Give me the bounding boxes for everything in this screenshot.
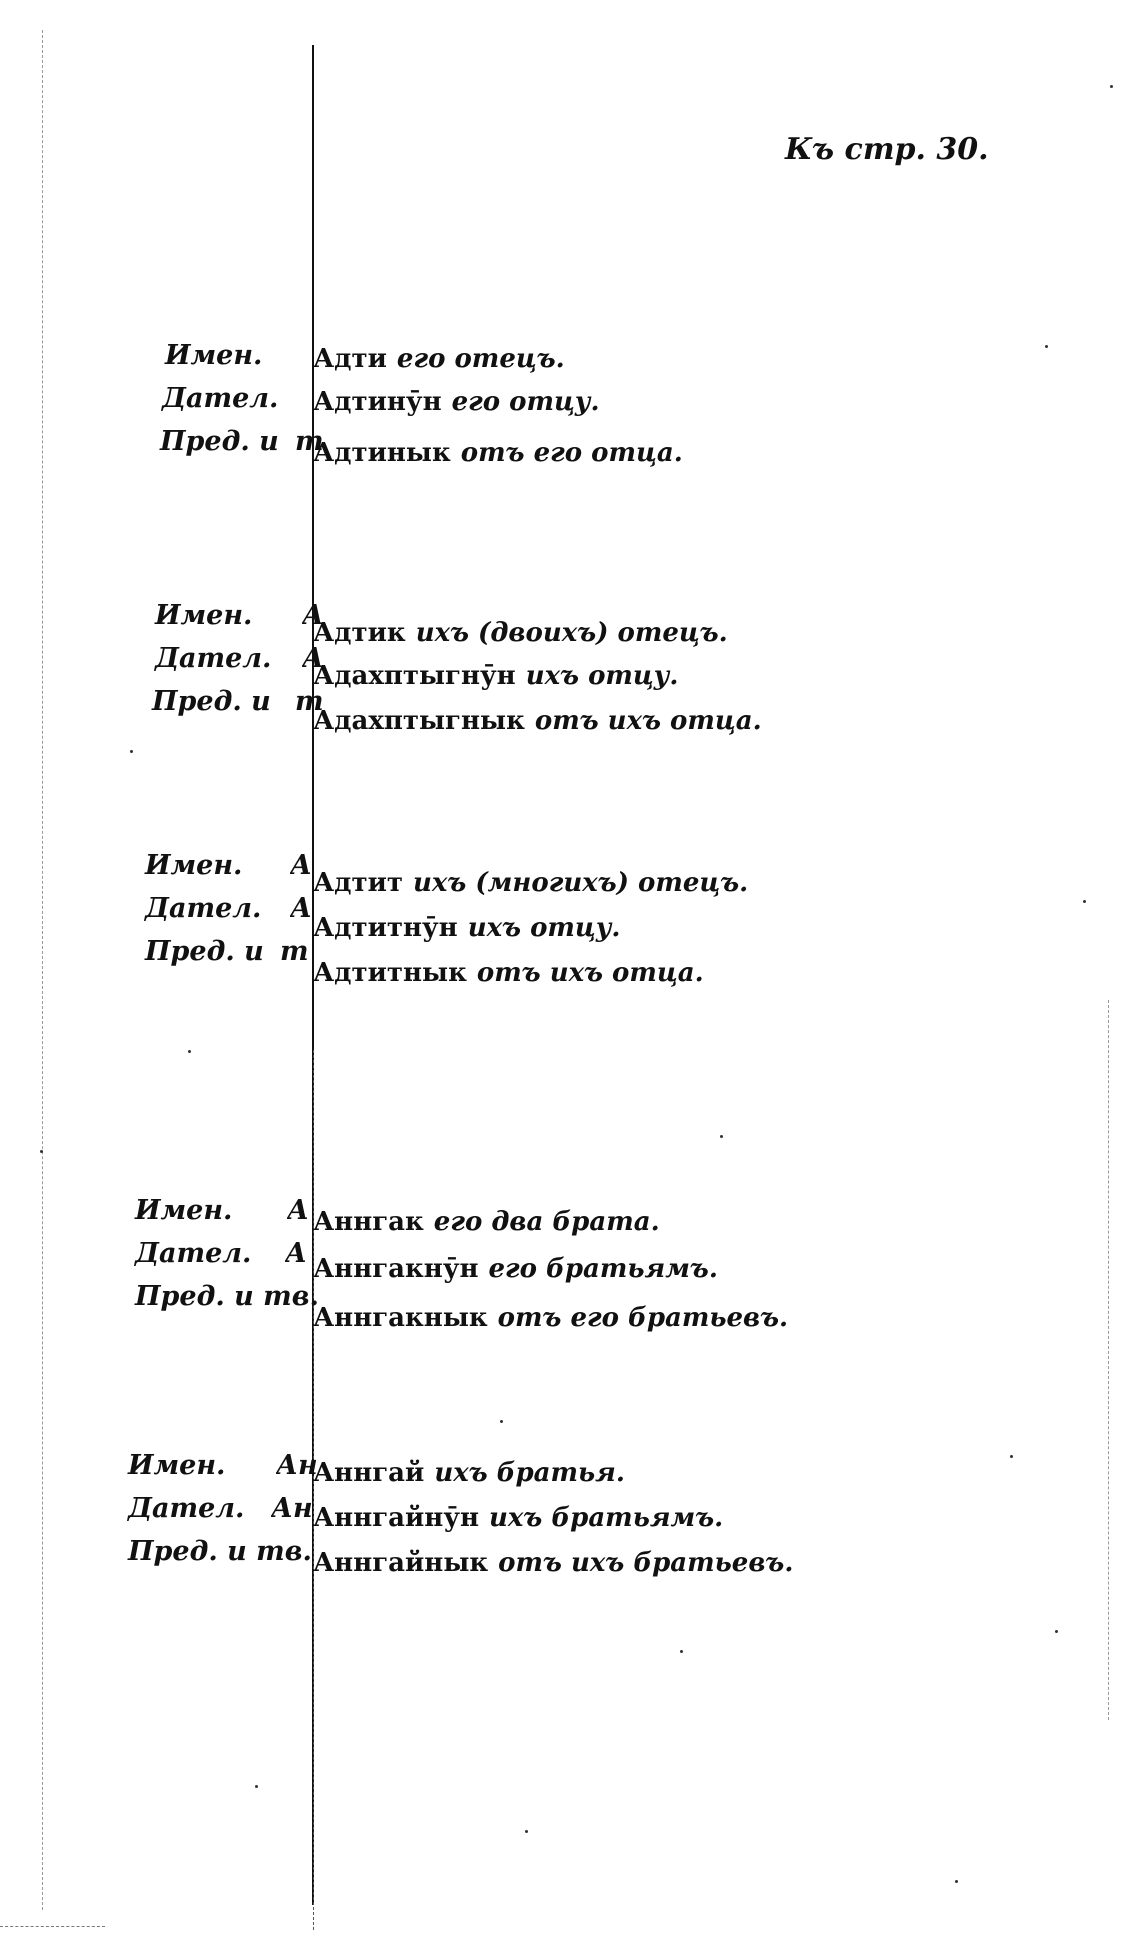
scan-speck (1010, 1455, 1013, 1458)
scan-edge-left (42, 30, 44, 1910)
case-label: Дател. (162, 383, 279, 414)
russian-gloss: его отцу. (451, 387, 600, 417)
inflected-form (313, 1254, 718, 1284)
scan-speck (1083, 900, 1086, 903)
native-word: Адтик (313, 618, 406, 648)
case-label: Имен. (135, 1195, 233, 1226)
case-label-overflow: Ан (276, 1450, 318, 1481)
declension-row (145, 850, 945, 898)
native-word: Аннгайнык (313, 1548, 489, 1578)
declension-row (145, 893, 945, 943)
native-word: Аннгакнык (313, 1303, 488, 1333)
inflected-form (313, 1207, 660, 1237)
case-label: Дател. (155, 643, 272, 674)
native-word: Адахптыгнӯн (313, 661, 516, 691)
declension-row (128, 1536, 948, 1579)
case-label-overflow: А (290, 850, 312, 881)
declension-row (145, 936, 945, 988)
scan-speck (1045, 345, 1048, 348)
scan-edge-right (1108, 1000, 1110, 1720)
case-label: Имен. (145, 850, 243, 881)
scan-edge-bottom (0, 1926, 105, 1928)
case-label: Пред. и тв. (128, 1536, 312, 1567)
case-label-overflow: А (302, 643, 324, 674)
native-word: Аннгайнӯн (313, 1503, 480, 1533)
inflected-form (313, 344, 565, 374)
page-reference: Къ стр. 30. (785, 132, 989, 167)
inflected-form (313, 1548, 793, 1578)
inflected-form (313, 438, 683, 468)
case-label-overflow: А (302, 600, 324, 631)
native-word: Адти (313, 344, 387, 374)
declension-block-5 (128, 1450, 948, 1579)
declension-row (155, 600, 945, 648)
case-label-overflow: А (290, 893, 312, 924)
case-label: Имен. (155, 600, 253, 631)
case-label-overflow: т (280, 936, 309, 967)
scan-speck (188, 1050, 191, 1053)
scan-speck (1110, 85, 1113, 88)
scan-speck (130, 750, 133, 753)
declension-row (128, 1493, 948, 1536)
declension-row (160, 426, 945, 469)
inflected-form (313, 706, 762, 736)
inflected-form (313, 387, 600, 417)
case-label-overflow: т (295, 426, 324, 457)
russian-gloss: отъ ихъ отца. (476, 958, 704, 988)
native-word: Адтит (313, 868, 404, 898)
declension-block-2 (152, 600, 945, 736)
case-label-overflow: А (287, 1195, 309, 1226)
declension-row (155, 643, 945, 691)
case-label: Пред. и тв. (135, 1281, 319, 1312)
russian-gloss: отъ ихъ братьевъ. (498, 1548, 794, 1578)
declension-block-1 (160, 340, 945, 469)
case-label: Дател. (135, 1238, 252, 1269)
inflected-form (313, 1458, 625, 1488)
russian-gloss: ихъ (двоихъ) отецъ. (415, 618, 728, 648)
russian-gloss: его братьямъ. (488, 1254, 718, 1284)
scan-speck (40, 1150, 43, 1153)
case-label: Пред. и (152, 686, 271, 717)
case-label: Дател. (128, 1493, 245, 1524)
russian-gloss: ихъ отцу. (525, 661, 679, 691)
russian-gloss: отъ ихъ отца. (534, 706, 762, 736)
scan-speck (955, 1880, 958, 1883)
scan-speck (525, 1830, 528, 1833)
native-word: Адтитнык (313, 958, 467, 988)
scan-speck (680, 1650, 683, 1653)
scan-speck (255, 1785, 258, 1788)
scan-speck (500, 1420, 503, 1423)
native-word: Аннгакнӯн (313, 1254, 479, 1284)
russian-gloss: ихъ (многихъ) отецъ. (413, 868, 749, 898)
russian-gloss: отъ его братьевъ. (497, 1303, 789, 1333)
native-word: Адтитнӯн (313, 913, 458, 943)
inflected-form (313, 1303, 788, 1333)
native-word: Адтинӯн (313, 387, 442, 417)
case-label-overflow: т (295, 686, 324, 717)
case-label-overflow: Ан (271, 1493, 313, 1524)
declension-row (135, 1195, 945, 1238)
declension-row (135, 1238, 945, 1284)
declension-block-3 (145, 850, 945, 988)
declension-row (135, 1281, 945, 1333)
russian-gloss: отъ его отца. (460, 438, 683, 468)
native-word: Аннгай (313, 1458, 425, 1488)
scan-speck (720, 1135, 723, 1138)
declension-row (162, 383, 945, 426)
case-label: Пред. и (145, 936, 264, 967)
declension-block-4 (135, 1195, 945, 1333)
inflected-form (313, 1503, 723, 1533)
russian-gloss: его отецъ. (396, 344, 565, 374)
case-label: Имен. (128, 1450, 226, 1481)
declension-row (128, 1450, 948, 1493)
case-label: Имен. (165, 340, 263, 371)
russian-gloss: ихъ братья. (434, 1458, 625, 1488)
declension-row (152, 686, 945, 736)
case-label: Пред. и (160, 426, 279, 457)
case-label-overflow: А (285, 1238, 307, 1269)
russian-gloss: ихъ братьямъ. (489, 1503, 724, 1533)
russian-gloss: его два брата. (433, 1207, 660, 1237)
declension-row (165, 340, 945, 383)
case-label: Дател. (145, 893, 262, 924)
native-word: Адтинык (313, 438, 451, 468)
russian-gloss: ихъ отцу. (467, 913, 621, 943)
native-word: Адахптыгнык (313, 706, 525, 736)
native-word: Аннгак (313, 1207, 424, 1237)
inflected-form (313, 958, 704, 988)
scan-speck (1055, 1630, 1058, 1633)
